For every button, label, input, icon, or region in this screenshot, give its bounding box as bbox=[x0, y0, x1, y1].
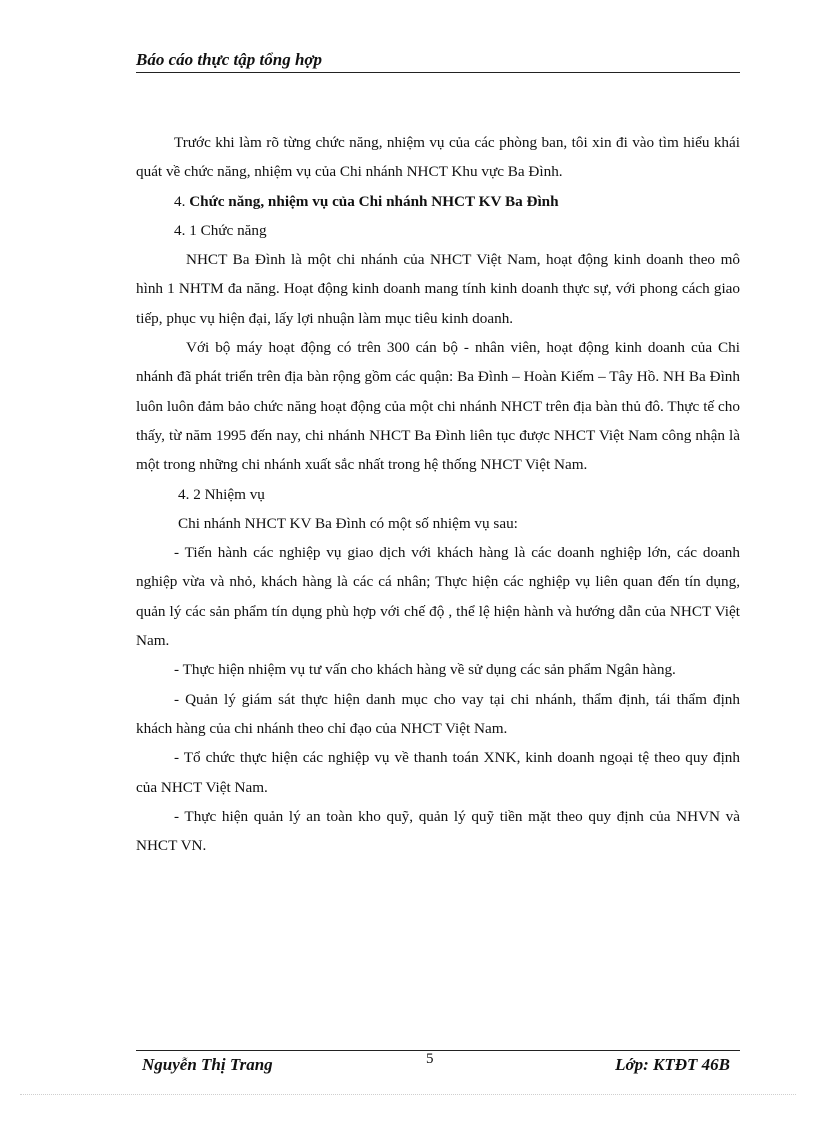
report-title: Báo cáo thực tập tổng hợp bbox=[136, 50, 323, 69]
duty-item: - Tổ chức thực hiện các nghiệp vụ về thanh toán XNK, kinh doanh ngoại tệ theo quy định của NHCT Việt Nam. bbox=[136, 749, 740, 796]
duty-item: - Tiến hành các nghiệp vụ giao dịch với khách hàng là các doanh nghiệp lớn, các doanh nghiệp vừa và nhỏ, khách hàng là các cá nhân; Thực hiện các nghiệp vụ liên quan đến tín dụng, quản lý các sản phẩm tín dụng phù hợp với chế độ , thể lệ hiện hành và hướng dẫn của NHCT Việt Nam. bbox=[136, 544, 740, 650]
paragraph-4-2-intro: Chi nhánh NHCT KV Ba Đình có một số nhiệm vụ sau: bbox=[178, 514, 518, 532]
section-4-title: Chức năng, nhiệm vụ của Chi nhánh NHCT KV Ba Đình bbox=[189, 192, 559, 210]
duty-item: - Thực hiện quản lý an toàn kho quỹ, quản lý quỹ tiền mặt theo quy định của NHVN và NHCT VN. bbox=[136, 807, 740, 855]
page-footer bbox=[136, 1050, 740, 1081]
page-edge-divider bbox=[20, 1094, 796, 1095]
paragraph-4-1-a: NHCT Ba Đình là một chi nhánh của NHCT Việt Nam, hoạt động kinh doanh theo mô hình 1 NHTM đa năng. Hoạt động kinh doanh mang tính kinh doanh thực sự, với phong cách giao tiếp, phục vụ hiện đại, lấy lợi nhuận làm mục tiêu kinh doanh. bbox=[136, 251, 740, 327]
class-label: Lớp: KTĐT 46B bbox=[615, 1055, 730, 1074]
page-header bbox=[136, 50, 740, 73]
section-4-heading bbox=[136, 187, 740, 216]
page-number: 5 bbox=[426, 1051, 434, 1067]
section-4-number: 4. bbox=[174, 192, 186, 210]
document-body bbox=[136, 128, 740, 860]
duty-item: - Quản lý giám sát thực hiện danh mục cho vay tại chi nhánh, thẩm định, tái thẩm định khách hàng của chi nhánh theo chỉ đạo của NHCT Việt Nam. bbox=[136, 690, 740, 737]
intro-paragraph: Trước khi làm rõ từng chức năng, nhiệm vụ của các phòng ban, tôi xin đi vào tìm hiểu khái quát về chức năng, nhiệm vụ của Chi nhánh NHCT Khu vực Ba Đình. bbox=[136, 134, 740, 181]
duty-item: - Thực hiện nhiệm vụ tư vấn cho khách hàng về sử dụng các sản phẩm Ngân hàng. bbox=[174, 661, 676, 679]
author-name: Nguyễn Thị Trang bbox=[142, 1055, 273, 1074]
subsection-4-1-heading: 4. 1 Chức năng bbox=[174, 221, 267, 239]
paragraph-4-1-b: Với bộ máy hoạt động có trên 300 cán bộ - nhân viên, hoạt động kinh doanh của Chi nhánh đã phát triển trên địa bàn rộng gồm các quận: Ba Đình – Hoàn Kiếm – Tây Hồ. NH Ba Đình luôn luôn đảm bảo chức năng hoạt động của một chi nhánh NHCT trên địa bàn thủ đô. Thực tế cho thấy, từ năm 1995 đến nay, chi nhánh NHCT Ba Đình liên tục được NHCT Việt Nam công nhận là một trong những chi nhánh xuất sắc nhất trong hệ thống NHCT Việt Nam. bbox=[136, 339, 740, 474]
subsection-4-2-heading: 4. 2 Nhiệm vụ bbox=[178, 485, 265, 503]
